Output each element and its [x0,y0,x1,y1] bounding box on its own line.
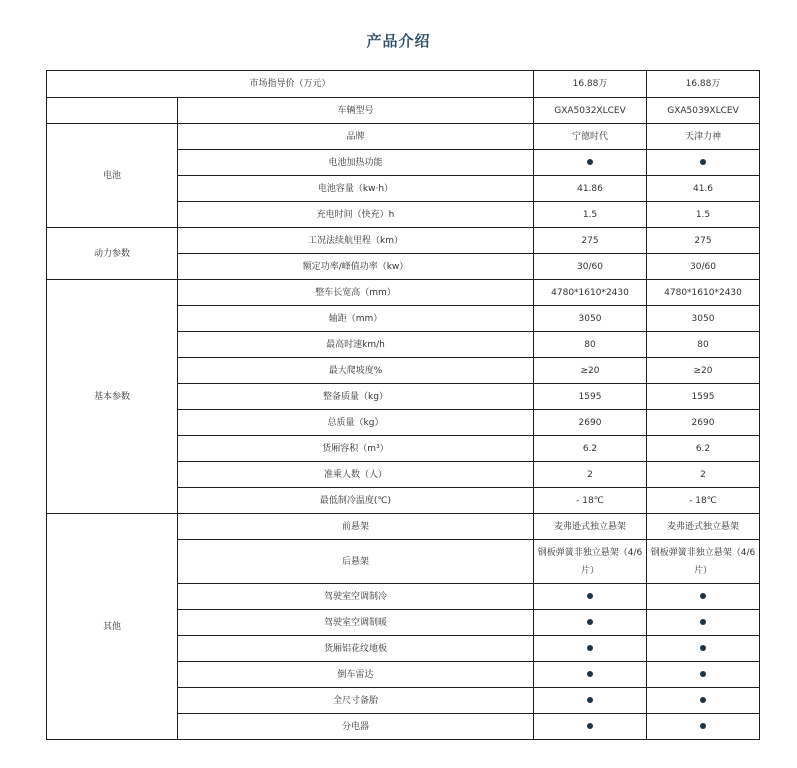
cell-value [534,662,647,688]
row-label: 全尺寸备胎 [178,688,534,714]
cell-value: 钢板弹簧非独立悬架（4/6片） [534,540,647,584]
row-label: 工况法续航里程（km） [178,228,534,254]
cell-value: 2 [534,462,647,488]
row-label: 电池加热功能 [178,150,534,176]
cell-value [647,584,760,610]
cell-value: GXA5032XLCEV [534,98,647,124]
row-label: 驾驶室空调制暖 [178,610,534,636]
row-label: 市场指导价（万元） [47,71,534,98]
group-label: 动力参数 [47,228,178,280]
cell-value: 2690 [534,410,647,436]
cell-value: 41.86 [534,176,647,202]
cell-value: 2 [647,462,760,488]
empty-cell [47,98,178,124]
cell-value [647,662,760,688]
cell-value: 6.2 [534,436,647,462]
group-label: 电池 [47,124,178,228]
row-label: 品牌 [178,124,534,150]
filled-dot-icon [587,593,593,599]
filled-dot-icon [700,697,706,703]
filled-dot-icon [587,619,593,625]
cell-value: 30/60 [534,254,647,280]
row-label: 倒车雷达 [178,662,534,688]
row-label: 驾驶室空调制冷 [178,584,534,610]
page-title: 产品介绍 [366,32,431,50]
row-label: 电池容量（kw·h） [178,176,534,202]
row-label: 额定功率/峰值功率（kw） [178,254,534,280]
filled-dot-icon [700,671,706,677]
table-row [47,514,760,540]
cell-value: 1595 [647,384,760,410]
filled-dot-icon [587,697,593,703]
filled-dot-icon [700,645,706,651]
cell-value: 麦弗逊式独立悬架 [647,514,760,540]
cell-value: 30/60 [647,254,760,280]
cell-value: 天津力神 [647,124,760,150]
cell-value: 275 [534,228,647,254]
row-label: 整备质量（kg） [178,384,534,410]
row-label: 车辆型号 [178,98,534,124]
cell-value: 275 [647,228,760,254]
filled-dot-icon [587,645,593,651]
group-label: 基本参数 [47,280,178,514]
cell-value: 1595 [534,384,647,410]
cell-value: 4780*1610*2430 [647,280,760,306]
spec-table [46,70,760,740]
filled-dot-icon [700,723,706,729]
row-label: 货厢容积（m³） [178,436,534,462]
cell-value: 3050 [534,306,647,332]
cell-value: 41.6 [647,176,760,202]
group-label: 其他 [47,514,178,740]
cell-value [534,636,647,662]
table-row [47,98,760,124]
cell-value [647,688,760,714]
row-label: 最高时速km/h [178,332,534,358]
row-label: 货厢铝花纹地板 [178,636,534,662]
cell-value: 3050 [647,306,760,332]
row-label: 准乘人数（人） [178,462,534,488]
row-label: 总质量（kg） [178,410,534,436]
row-label: 最大爬坡度% [178,358,534,384]
row-label: 后悬架 [178,540,534,584]
cell-value: GXA5039XLCEV [647,98,760,124]
cell-value: 80 [647,332,760,358]
cell-value: - 18℃ [647,488,760,514]
cell-value [647,150,760,176]
row-label: 轴距（mm） [178,306,534,332]
table-row [47,280,760,306]
cell-value [534,610,647,636]
row-label: 整车长宽高（mm） [178,280,534,306]
cell-value [647,636,760,662]
cell-value: 麦弗逊式独立悬架 [534,514,647,540]
cell-value: 16.88万 [647,71,760,98]
table-row [47,124,760,150]
cell-value [647,714,760,740]
filled-dot-icon [700,619,706,625]
filled-dot-icon [587,723,593,729]
cell-value: ≥20 [647,358,760,384]
cell-value [534,150,647,176]
filled-dot-icon [700,159,706,165]
table-row [47,228,760,254]
row-label: 分电器 [178,714,534,740]
cell-value: 宁德时代 [534,124,647,150]
cell-value [534,688,647,714]
cell-value: 4780*1610*2430 [534,280,647,306]
cell-value: 6.2 [647,436,760,462]
cell-value: 1.5 [534,202,647,228]
filled-dot-icon [587,671,593,677]
row-label: 充电时间（快充）h [178,202,534,228]
cell-value: ≥20 [534,358,647,384]
cell-value [647,610,760,636]
cell-value: 80 [534,332,647,358]
cell-value: 16.88万 [534,71,647,98]
cell-value [534,584,647,610]
row-label: 最低制冷温度(℃) [178,488,534,514]
table-row [47,71,760,98]
cell-value: 2690 [647,410,760,436]
filled-dot-icon [587,159,593,165]
cell-value [534,714,647,740]
cell-value: 钢板弹簧非独立悬架（4/6片） [647,540,760,584]
cell-value: 1.5 [647,202,760,228]
cell-value: - 18℃ [534,488,647,514]
filled-dot-icon [700,593,706,599]
row-label: 前悬架 [178,514,534,540]
